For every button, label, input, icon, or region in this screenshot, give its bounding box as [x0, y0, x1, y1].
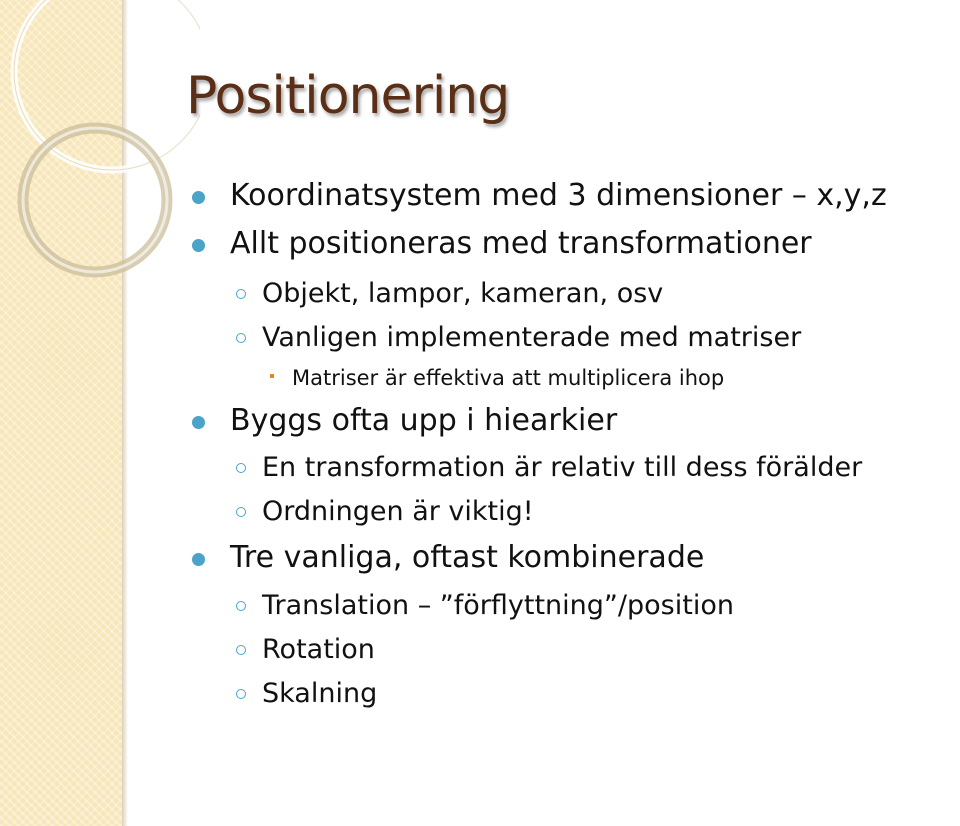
sub-bullet-item: En transformation är relativ till dess förälder — [262, 452, 863, 483]
bullet-item: Koordinatsystem med 3 dimensioner – x,y,z — [230, 178, 887, 213]
bullet-dot-icon — [192, 416, 205, 429]
bullet-ring-icon — [236, 645, 246, 655]
bullet-ring-icon — [236, 289, 246, 299]
sub-bullet-item: Objekt, lampor, kameran, osv — [262, 278, 664, 309]
bullet-square-icon — [270, 374, 274, 378]
sub-bullet-item: Vanligen implementerade med matriser — [262, 322, 802, 353]
bullet-ring-icon — [236, 689, 246, 699]
sub-bullet-item: Ordningen är viktig! — [262, 496, 534, 527]
bullet-item: Tre vanliga, oftast kombinerade — [230, 540, 705, 575]
bullet-dot-icon — [192, 553, 205, 566]
bullet-ring-icon — [236, 463, 246, 473]
bullet-item: Allt positioneras med transformationer — [230, 226, 812, 261]
bullet-ring-icon — [236, 333, 246, 343]
bullet-ring-icon — [236, 507, 246, 517]
sub-bullet-item: Translation – ”förflyttning”/position — [262, 590, 734, 621]
slide-title: Positionering — [186, 66, 510, 126]
bullet-dot-icon — [192, 191, 205, 204]
sub-bullet-item: Rotation — [262, 634, 375, 665]
bullet-item: Byggs ofta upp i hiearkier — [230, 403, 618, 438]
bullet-ring-icon — [236, 601, 246, 611]
sub-sub-bullet-item: Matriser är effektiva att multiplicera ihop — [292, 366, 725, 390]
sub-bullet-item: Skalning — [262, 678, 378, 709]
bullet-dot-icon — [192, 239, 205, 252]
